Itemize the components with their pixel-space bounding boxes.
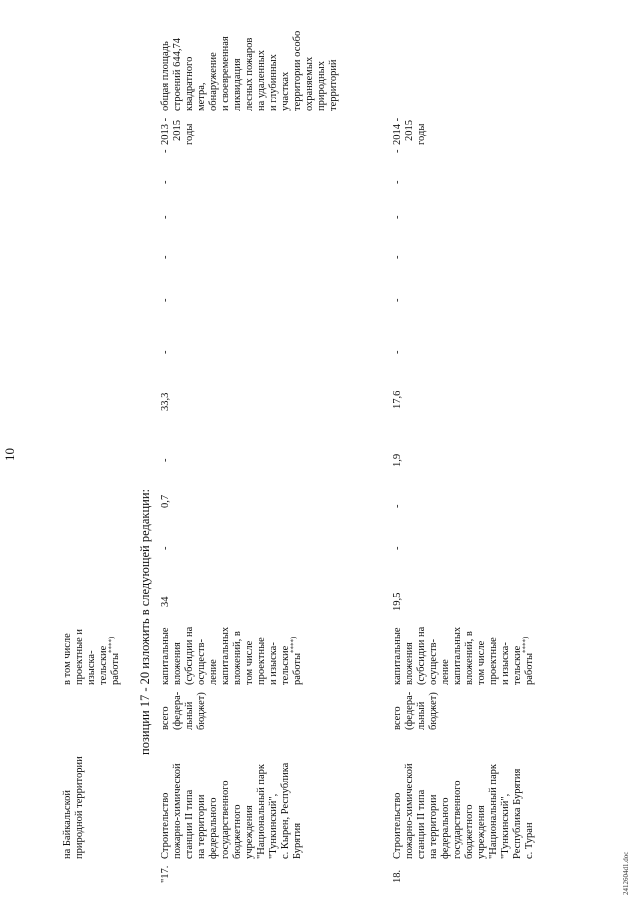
- value-cell: -: [160, 215, 171, 219]
- name-line: Строительство: [392, 792, 403, 859]
- type-line: капитальные: [392, 627, 403, 685]
- value-cell: -: [160, 458, 171, 462]
- cont-type-line: в том числе: [62, 633, 73, 685]
- type-line: и изыска-: [268, 642, 279, 685]
- result-line: строений 644,74: [172, 37, 183, 111]
- source-line: всего: [392, 706, 403, 730]
- source-line: бюджет): [428, 692, 439, 730]
- cont-name-line: на Байкальской: [62, 789, 73, 859]
- cont-name-line: природной территории: [74, 756, 85, 859]
- name-line: федерального: [440, 797, 451, 859]
- type-line: ление: [440, 659, 451, 685]
- intro-text: позиции 17 - 20 изложить в следующей редакции:: [138, 488, 152, 755]
- name-line: учреждения: [476, 805, 487, 859]
- value-cell: -: [392, 546, 403, 550]
- source-line: льный: [184, 701, 195, 730]
- type-line: и изыска-: [500, 642, 511, 685]
- result-line: ликвидация: [232, 58, 243, 111]
- value-cell: -: [160, 298, 171, 302]
- type-line: проектные: [488, 637, 499, 685]
- name-line: государственного: [220, 780, 231, 859]
- row-number: 18.: [392, 869, 403, 883]
- type-line: капитальные: [160, 627, 171, 685]
- type-line: вложения: [404, 642, 415, 685]
- table-row-18: [392, 0, 552, 905]
- value-cell: 33,3: [160, 392, 171, 411]
- type-line: вложения: [172, 642, 183, 685]
- footnote-mark: ****): [521, 636, 530, 653]
- cont-type-line: [107, 636, 122, 685]
- type-line: осуществ-: [196, 639, 207, 685]
- value-cell: 0,7: [160, 494, 171, 508]
- type-line: капитальных: [452, 626, 463, 685]
- value-cell: -: [160, 350, 171, 354]
- type-line: ление: [208, 659, 219, 685]
- footnote-mark: ****): [289, 636, 298, 653]
- years-line: 2015: [404, 120, 415, 141]
- value-cell: -: [392, 215, 403, 219]
- type-text: работы: [524, 652, 535, 685]
- type-line: том числе: [476, 640, 487, 685]
- type-text: работы: [292, 652, 303, 685]
- value-cell: -: [392, 298, 403, 302]
- name-line: станции II типа: [184, 789, 195, 859]
- years-line: годы: [184, 123, 195, 145]
- result-line: природных: [316, 61, 327, 111]
- type-line: вложений, в: [464, 631, 475, 685]
- name-line: "Тункинский",: [500, 793, 511, 859]
- table-row-17: [160, 0, 390, 905]
- type-line: тельские: [280, 645, 291, 685]
- value-cell: 19,5: [392, 592, 403, 611]
- cont-type-line: изыска-: [86, 650, 97, 685]
- result-line: обнаружение: [208, 52, 219, 111]
- years-line: 2013 -: [160, 117, 171, 145]
- result-line: охраняемых: [304, 56, 315, 111]
- type-line: капитальных: [220, 626, 231, 685]
- result-line: общая площадь: [160, 41, 171, 111]
- type-line: проектные: [256, 637, 267, 685]
- source-line: всего: [160, 706, 171, 730]
- value-cell: 34: [160, 596, 171, 607]
- row-number: "17.: [160, 865, 171, 883]
- result-line: лесных пожаров: [244, 37, 255, 111]
- name-line: пожарно-химической: [404, 763, 415, 859]
- value-cell: -: [160, 180, 171, 184]
- source-line: (федера-: [404, 691, 415, 730]
- type-line: (субсидии на: [416, 626, 427, 685]
- value-cell: -: [392, 255, 403, 259]
- footer-filename: 2412604d1.doc: [622, 851, 630, 895]
- name-line: государственного: [452, 780, 463, 859]
- name-line: Строительство: [160, 792, 171, 859]
- name-line: с. Туран: [524, 822, 535, 859]
- years-line: годы: [416, 123, 427, 145]
- type-line: [521, 636, 536, 685]
- result-line: территорий: [328, 59, 339, 111]
- cont-type-text: работы: [110, 652, 121, 685]
- value-cell: -: [160, 255, 171, 259]
- name-line: учреждения: [244, 805, 255, 859]
- name-line: "Тункинский",: [268, 793, 279, 859]
- type-line: том числе: [244, 640, 255, 685]
- result-line: и своевременная: [220, 36, 231, 111]
- cont-type-line: тельские: [98, 645, 109, 685]
- value-cell: -: [392, 350, 403, 354]
- type-line: [289, 636, 304, 685]
- type-line: (субсидии на: [184, 626, 195, 685]
- name-line: бюджетного: [232, 804, 243, 859]
- result-line: метра,: [196, 82, 207, 111]
- result-line: квадратного: [184, 56, 195, 111]
- result-line: на удаленных: [256, 49, 267, 111]
- source-line: бюджет): [196, 692, 207, 730]
- value-cell: -: [160, 149, 171, 153]
- type-line: осуществ-: [428, 639, 439, 685]
- cont-type-line: проектные и: [74, 628, 85, 685]
- page-number: 10: [2, 448, 17, 461]
- name-line: "Национальный парк: [256, 764, 267, 859]
- source-line: (федера-: [172, 691, 183, 730]
- type-line: вложений, в: [232, 631, 243, 685]
- value-cell: -: [160, 546, 171, 550]
- years-line: 2015: [172, 120, 183, 141]
- name-line: "Национальный парк: [488, 764, 499, 859]
- value-cell: -: [392, 149, 403, 153]
- name-line: бюджетного: [464, 804, 475, 859]
- name-line: станции II типа: [416, 789, 427, 859]
- name-line: Республика Бурятия: [512, 768, 523, 859]
- name-line: на территории: [196, 794, 207, 859]
- name-line: с. Кырен, Республика: [280, 762, 291, 859]
- result-line: участках: [280, 71, 291, 111]
- type-line: тельские: [512, 645, 523, 685]
- value-cell: -: [392, 504, 403, 508]
- source-line: льный: [416, 701, 427, 730]
- footnote-mark: ****): [107, 636, 116, 653]
- result-line: территории особо: [292, 30, 303, 111]
- value-cell: -: [392, 180, 403, 184]
- name-line: федерального: [208, 797, 219, 859]
- result-line: и глубинных: [268, 54, 279, 111]
- name-line: на территории: [428, 794, 439, 859]
- years-line: 2014 -: [392, 117, 403, 145]
- name-line: пожарно-химической: [172, 763, 183, 859]
- value-cell: 1,9: [392, 453, 403, 467]
- name-line: Бурятия: [292, 822, 303, 859]
- value-cell: 17,6: [392, 390, 403, 409]
